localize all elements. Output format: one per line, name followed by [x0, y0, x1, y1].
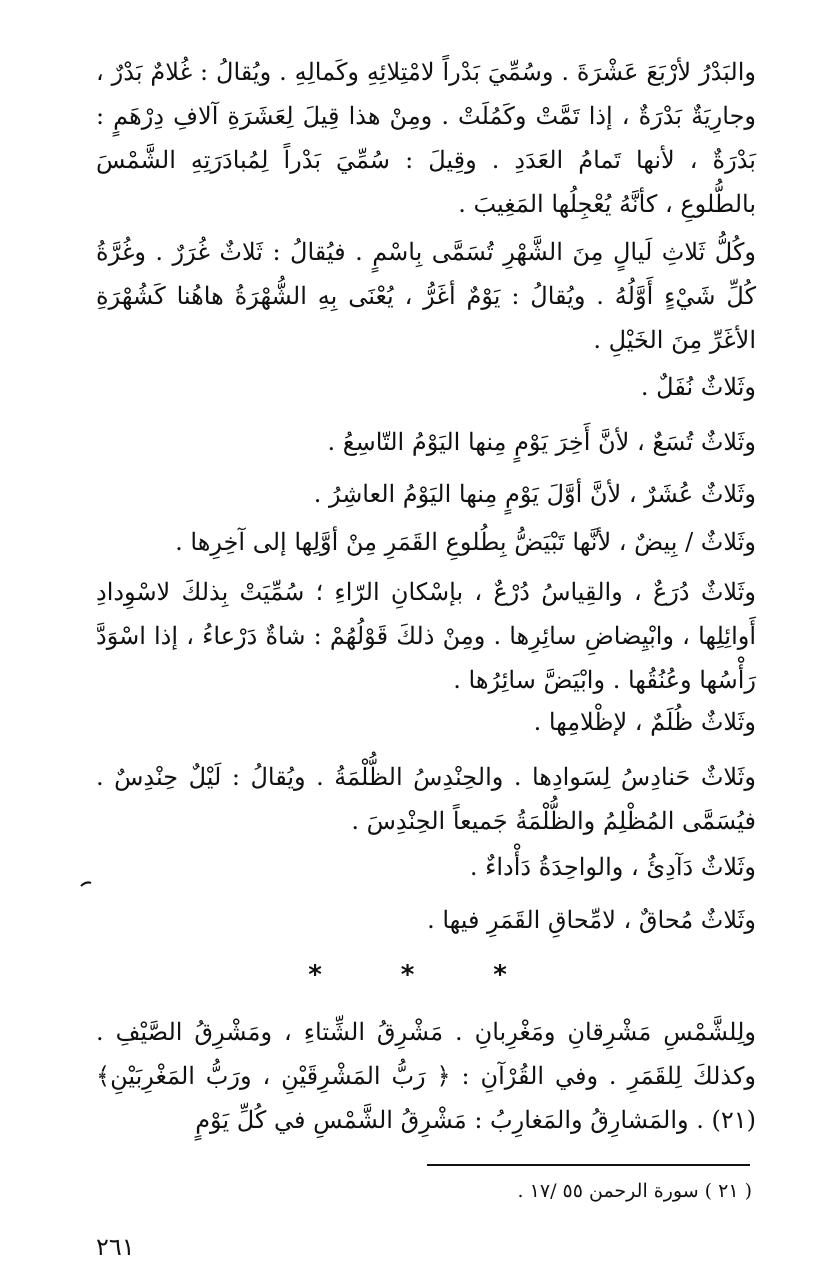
paragraph-dura: وثَلاثٌ دُرَعٌ ، والقِياسُ دُرْعٌ ، بإسْكانِ الرّاءِ ؛ سُمِّيَتْ بِذلكَ لاسْوِدادِ أَوائِلِها ، وابْيِضاضِ سائِرِها . ومِنْ ذلكَ قَوْلُهُمْ : شاةٌ دَرْعاءُ ، إذا اسْوَدَّ رَأْسُها وعُنُقُها . وابْيَضَّ سائِرُها . — [96, 578, 756, 694]
paragraph-daadi: وثَلاثٌ دَآدِئُ ، والواحِدَةُ دَأْداءٌ . — [469, 853, 756, 881]
paragraph-badr: والبَدْرُ لأرْبَعَ عَشْرَةَ . وسُمِّيَ بَدْراً لامْتِلائِهِ وكَمالِهِ . ويُقالُ : غُلامٌ بَدْرٌ ، وجارِيَةٌ بَدْرَةٌ ، إذا تَمَّتْ وكَمُلَتْ . ومِنْ هذا قِيلَ لِعَشَرَةِ آلافِ دِرْهَمٍ : بَدْرَةٌ ، لأنها تَمامُ العَدَدِ . وقِيلَ : سُمِّيَ بَدْراً لِمُبادَرَتِهِ الشَّمْسَ بالطُّلوعِ ، كأنَّهُ يُعْجِلُها المَغِيبَ . — [96, 58, 756, 218]
section-separator — [300, 955, 515, 995]
paragraph-bid: وثَلاثٌ / بِيضٌ ، لأنَّها تَبْيَضُّ بِطُلوعِ القَمَرِ مِنْ أوَّلِها إلى آخِرِها . — [175, 528, 756, 556]
paragraph-muhaq: وثَلاثٌ مُحاقٌ ، لامِّحاقِ القَمَرِ فيها . — [427, 906, 756, 934]
separator-star: * — [400, 960, 415, 990]
paragraph-zulam: وثَلاثٌ ظُلَمٌ ، لإظْلامِها . — [533, 708, 756, 736]
paragraph-ghurar: وكُلُّ ثَلاثِ لَيالٍ مِنَ الشَّهْرِ تُسَمَّى بِاسْمٍ . فيُقالُ : ثَلاثٌ غُرَرٌ . وغُرَّةُ كُلِّ شَيْءٍ أَوَّلُهُ . ويُقالُ : يَوْمٌ أغَرُّ ، يُعْنَى بِهِ الشُّهْرَةُ هاهُنا كَشُهْرَةِ الأغَرِّ مِنَ الخَيْلِ . — [96, 238, 756, 354]
paragraph-ushar: وثَلاثٌ عُشَرٌ ، لأنَّ أوَّلَ يَوْمٍ مِنها اليَوْمُ العاشِرُ . — [313, 480, 756, 508]
footnote-rule — [427, 1164, 750, 1166]
paragraph-hanadis: وثَلاثٌ حَنادِسُ لِسَوادِها . والحِنْدِسُ الظُّلْمَةُ . ويُقالُ : لَيْلٌ حِنْدِسٌ . فيُسَمَّى المُظْلِمُ والظُّلْمَةُ جَميعاً الحِنْدِسَ . — [96, 763, 756, 835]
page-number: ٢٦١ — [96, 1233, 135, 1261]
paragraph-mashriq: ولِلشَّمْسِ مَشْرِقانِ ومَغْرِبانِ . مَشْرِقُ الشِّتاءِ ، ومَشْرِقُ الصَّيْفِ . وكذلكَ لِلقَمَرِ . وفي القُرْآنِ : ﴿ رَبُّ المَشْرِقَيْنِ ، ورَبُّ المَغْرِبَيْنِ﴾ (٢١) . والمَشارِقُ والمَغارِبُ : مَشْرِقُ الشَّمْسِ في كُلِّ يَوْمٍ — [96, 1018, 756, 1134]
separator-star: * — [308, 960, 322, 990]
paragraph-nufal: وثَلاثٌ نُفَلٌ . — [640, 373, 756, 401]
paragraph-tusa: وثَلاثٌ تُسَعٌ ، لأنَّ أَخِرَ يَوْمٍ مِنها اليَوْمُ التّاسِعُ . — [327, 428, 756, 456]
stray-ink-mark — [80, 878, 92, 892]
separator-star: * — [493, 960, 507, 990]
footnote: ( ٢١ ) سورة الرحمن ٥٥ /١٧ . — [517, 1180, 752, 1202]
